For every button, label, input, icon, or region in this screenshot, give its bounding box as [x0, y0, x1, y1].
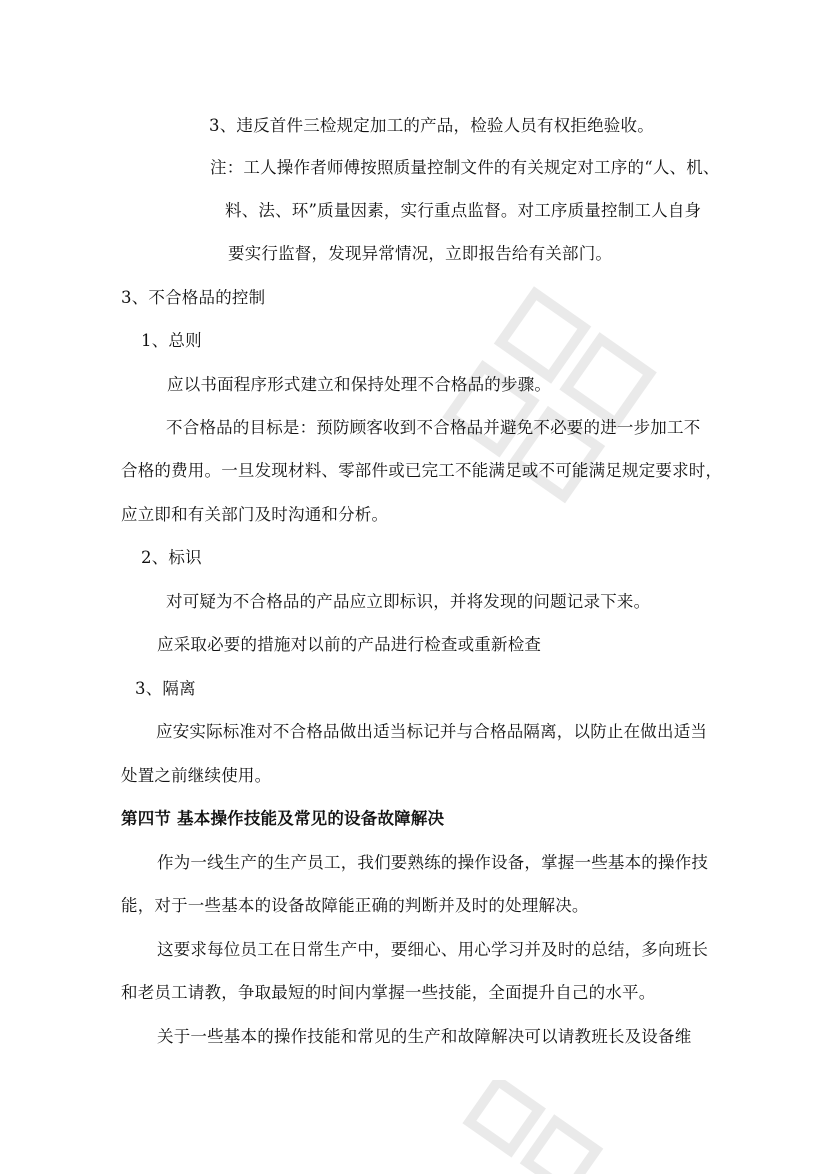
paragraph-line: 这要求每位员工在日常生产中，要细心、用心学习并及时的总结，多向班长	[157, 940, 709, 959]
chapter-heading: 第四节 基本操作技能及常见的设备故障解决	[121, 809, 445, 828]
paragraph-line: 应安实际标准对不合格品做出适当标记并与合格品隔离，以防止在做出适当	[156, 722, 708, 741]
watermark-icon	[440, 1080, 620, 1174]
paragraph-line: 3、违反首件三检规定加工的产品，检验人员有权拒绝验收。	[209, 116, 654, 135]
paragraph-line: 应采取必要的措施对以前的产品进行检查或重新检查	[157, 635, 542, 654]
paragraph-line: 料、法、环”质量因素，实行重点监督。对工序质量控制工人自身	[225, 201, 702, 220]
paragraph-line: 作为一线生产的生产员工，我们要熟练的操作设备，掌握一些基本的操作技	[157, 853, 709, 872]
subsection-heading: 1、总则	[141, 331, 202, 350]
paragraph-line: 不合格品的目标是：预防顾客收到不合格品并避免不必要的进一步加工不	[166, 418, 701, 437]
paragraph-line: 关于一些基本的操作技能和常见的生产和故障解决可以请教班长及设备维	[157, 1027, 692, 1046]
paragraph-line: 应立即和有关部门及时沟通和分析。	[121, 505, 389, 524]
paragraph-line: 能，对于一些基本的设备故障能正确的判断并及时的处理解决。	[121, 896, 589, 915]
paragraph-line: 合格的费用。一旦发现材料、零部件或已完工不能满足或不可能满足规定要求时，	[121, 461, 723, 480]
paragraph-line: 注：工人操作者师傅按照质量控制文件的有关规定对工序的“人、机、	[210, 158, 720, 177]
paragraph-line: 要实行监督，发现异常情况，立即报告给有关部门。	[228, 244, 613, 263]
paragraph-line: 应以书面程序形式建立和保持处理不合格品的步骤。	[167, 375, 552, 394]
paragraph-line: 处置之前继续使用。	[121, 766, 272, 785]
watermark-icon	[430, 280, 660, 540]
section-heading: 3、不合格品的控制	[121, 288, 266, 307]
subsection-heading: 3、隔离	[135, 679, 196, 698]
paragraph-line: 和老员工请教，争取最短的时间内掌握一些技能，全面提升自己的水平。	[121, 983, 656, 1002]
subsection-heading: 2、标识	[141, 548, 202, 567]
paragraph-line: 对可疑为不合格品的产品应立即标识，并将发现的问题记录下来。	[166, 592, 651, 611]
